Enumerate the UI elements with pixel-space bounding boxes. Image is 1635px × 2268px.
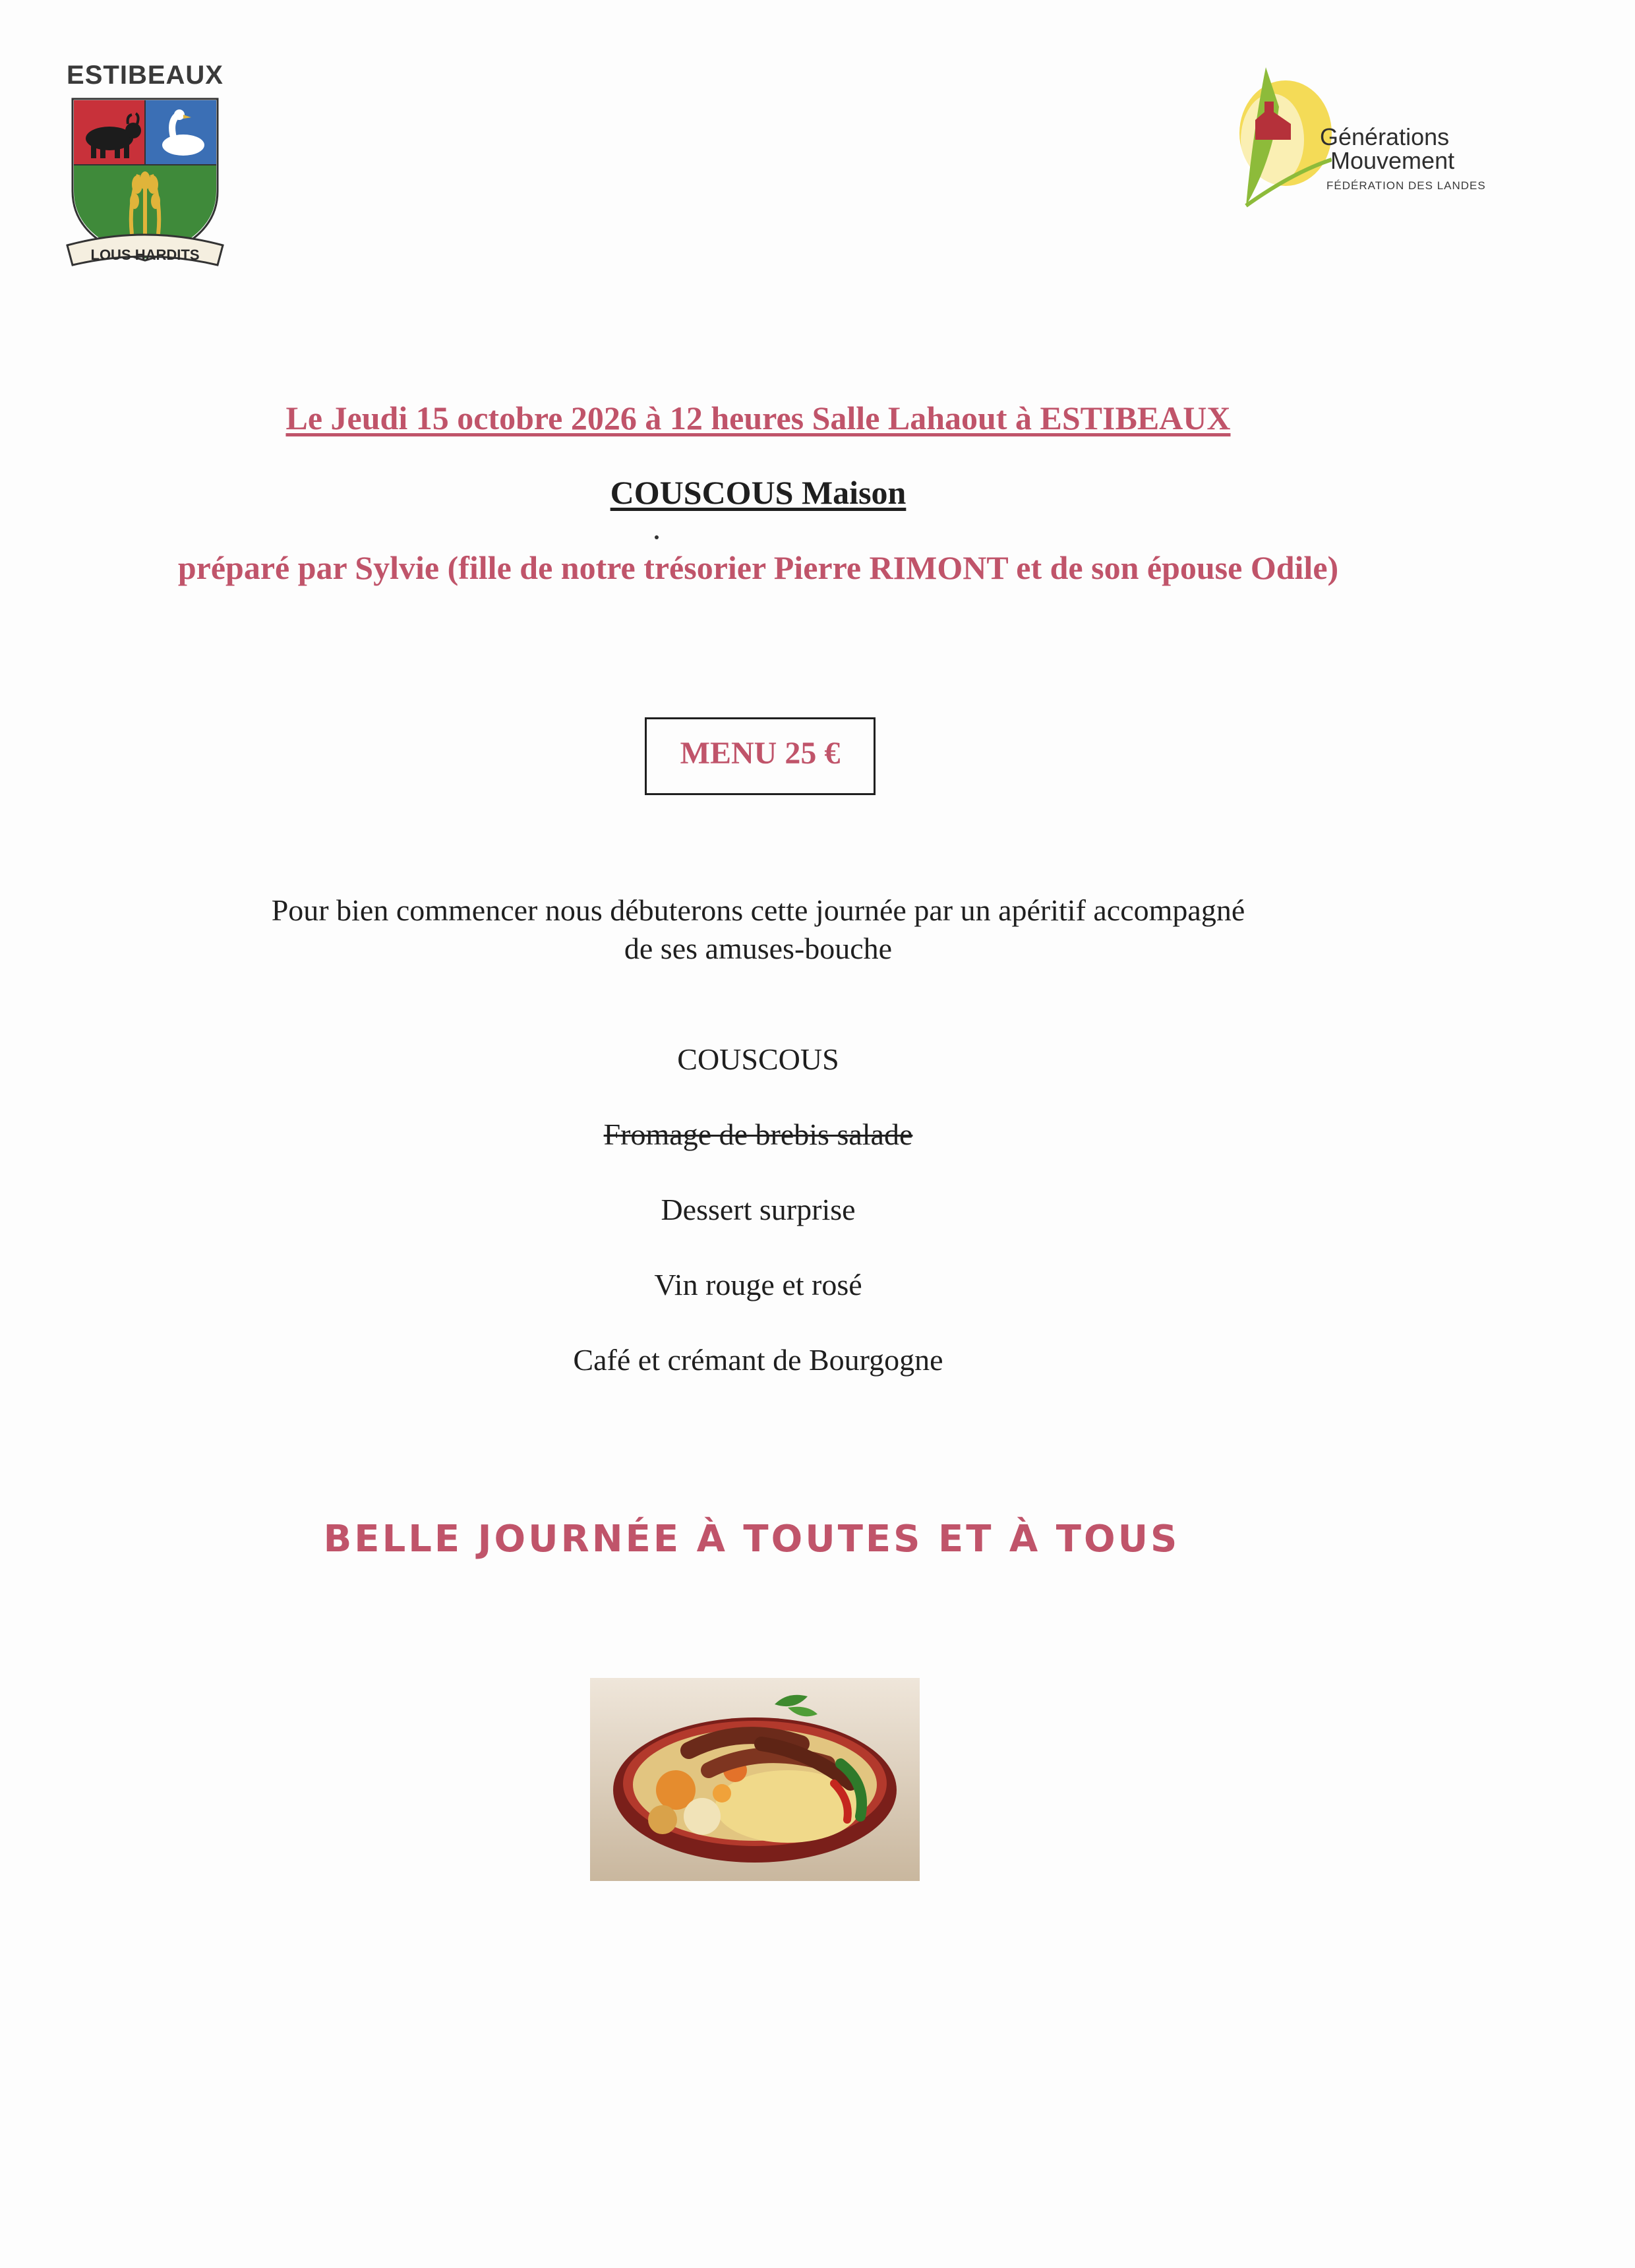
coat-of-arms-icon [66,92,224,270]
partner-logo-line3: FÉDÉRATION DES LANDES [1326,179,1486,192]
menu-item: COUSCOUS [677,1042,839,1076]
menu-item: Dessert surprise [661,1193,856,1226]
couscous-bowl-image [590,1678,920,1881]
stray-dot [655,535,659,539]
generations-mouvement-emblem-icon [1226,61,1332,219]
menu-item: Vin rouge et rosé [654,1268,862,1301]
menu-item: Café et crémant de Bourgogne [573,1343,943,1377]
menu-item-struck: Fromage de brebis salade [603,1118,913,1151]
couscous-dish-photo [590,1678,920,1881]
crest-title: ESTIBEAUX [67,61,223,90]
dish-title: COUSCOUS Maison [610,474,907,511]
menu-intro-line2: de ses amuses-bouche [624,932,893,965]
prepared-by-line: préparé par Sylvie (fille de notre trésorier Pierre RIMONT et de son épouse Odile) [177,549,1339,586]
menu-price-box [645,717,876,795]
partner-logo-line1: Générations [1320,123,1450,150]
partner-logo-line2: Mouvement [1330,147,1455,174]
estibeaux-crest-logo [66,61,224,272]
closing-greeting: BELLE JOURNÉE À TOUTES ET À TOUS [323,1518,1180,1561]
crest-motto: LOUS HARDITS [90,247,200,263]
menu-intro-line1: Pour bien commencer nous débuterons cette journée par un apéritif accompagné [271,893,1245,927]
event-headline: Le Jeudi 15 octobre 2026 à 12 heures Salle Lahaout à ESTIBEAUX [285,400,1231,436]
menu-price-label: MENU 25 € [680,736,841,771]
generations-mouvement-logo [1226,61,1503,219]
menu-intro [0,891,1516,968]
